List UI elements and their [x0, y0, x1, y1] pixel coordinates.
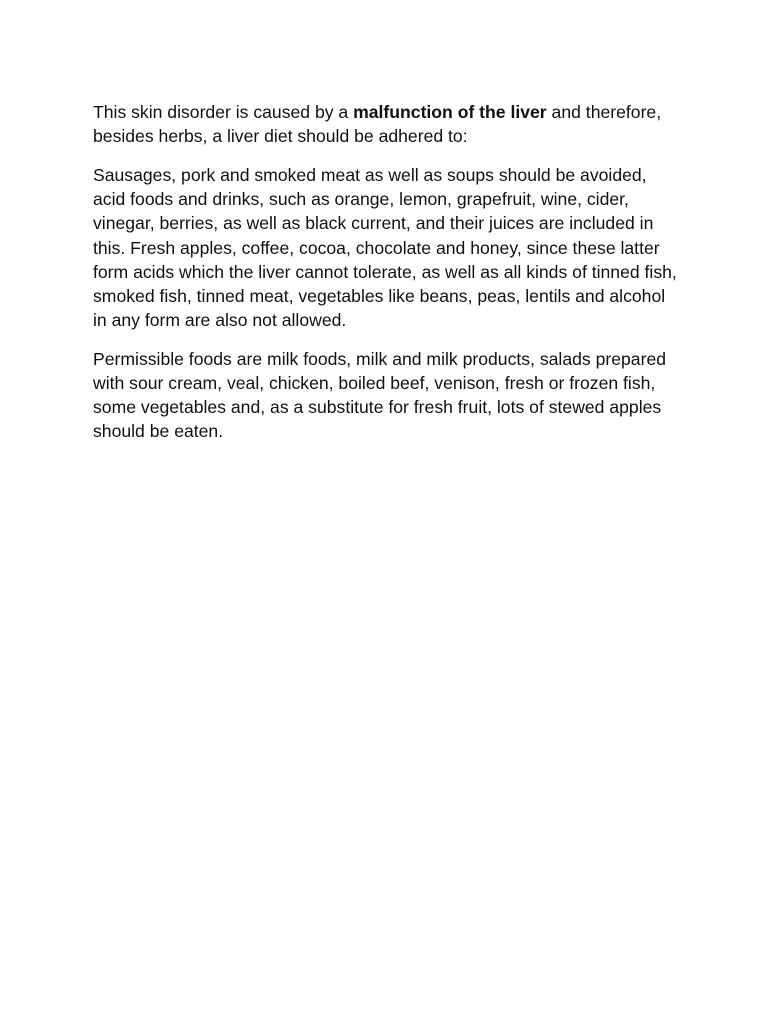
paragraph-foods-to-avoid: Sausages, pork and smoked meat as well as soups should be avoided, acid foods and drinks, such as orange, lemon, grapefruit, wine, cider, vinegar, berries, as well as black current, and their juices are included in this. Fresh apples, coffee, cocoa, chocolate and honey, since these latter form acids which the liver cannot tolerate, as well as all kinds of tinned fish, smoked fish, tinned meat, vegetables like beans, peas, lentils and alcohol in any form are also not allowed.: [93, 164, 677, 331]
paragraph-permissible-foods: Permissible foods are milk foods, milk and milk products, salads prepared with sour cream, veal, chicken, boiled beef, venison, fresh or frozen fish, some vegetables and, as a substitute for fresh fruit, lots of stewed apples should be eaten.: [93, 348, 667, 442]
document-body: [93, 100, 683, 458]
intro-text-end: and therefore, besides herbs, a liver diet should be adhered to:: [93, 102, 662, 147]
intro-emphasis: malfunction of the liver: [353, 102, 547, 122]
intro-text-start: This skin disorder is caused by a: [93, 102, 354, 122]
paragraph-intro: [93, 100, 683, 148]
